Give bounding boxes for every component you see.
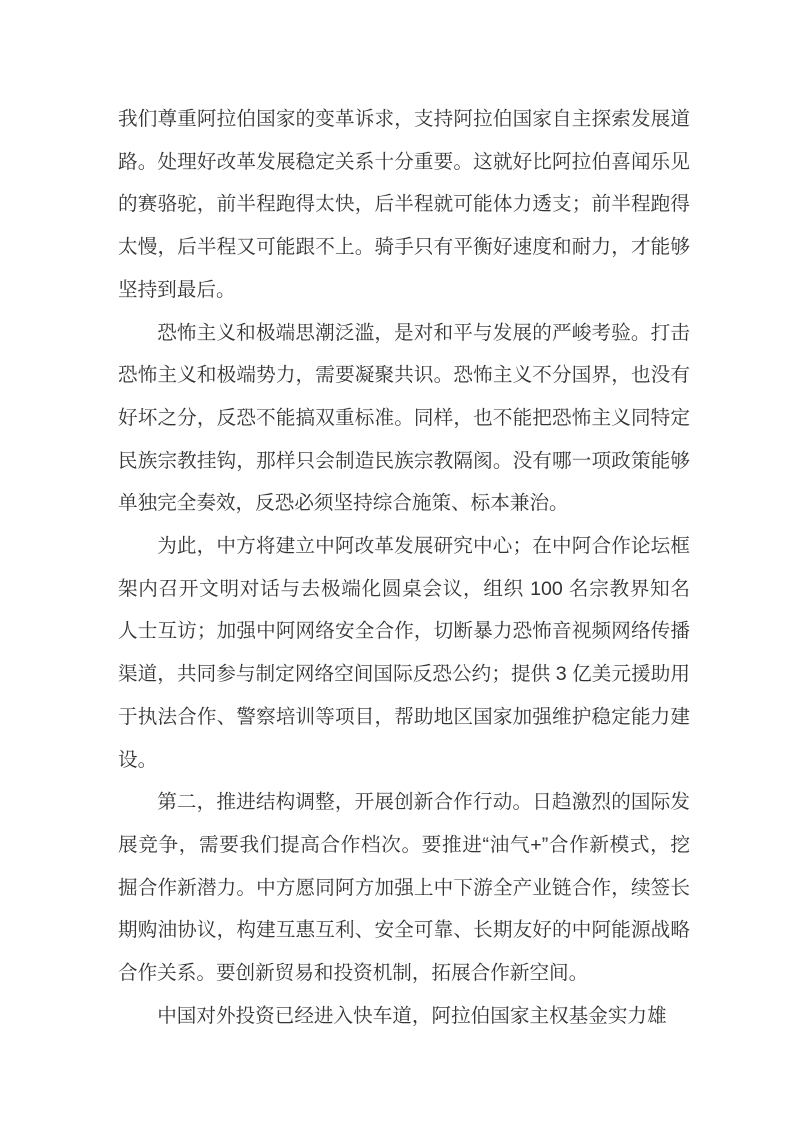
paragraph-structural-adjustment: 第二，推进结构调整，开展创新合作行动。日趋激烈的国际发展竞争，需要我们提高合作档次。要推进“油气+”合作新模式，挖掘合作新潜力。中方愿同阿方加强上中下游全产业链合作，续签长期购油协议，构建互惠互利、安全可靠、长期友好的中阿能源战略合作关系。要创新贸易和投资机制，拓展合作新空间。 <box>118 791 690 985</box>
paragraph-terrorism: 恐怖主义和极端思潮泛滥，是对和平与发展的严峻考验。打击恐怖主义和极端势力，需要凝聚共识。恐怖主义不分国界，也没有好坏之分，反恐不能搞双重标准。同样，也不能把恐怖主义同特定民族宗教挂钩，那样只会制造民族宗教隔阂。没有哪一项政策能够单独完全奏效，反恐必须坚持综合施策、标本兼治。 <box>118 321 690 515</box>
document-text-block <box>118 98 690 1037</box>
paragraph-investment: 中国对外投资已经进入快车道，阿拉伯国家主权基金实力雄 <box>157 1004 667 1027</box>
paragraph-camel-race: 我们尊重阿拉伯国家的变革诉求，支持阿拉伯国家自主探索发展道路。处理好改革发展稳定关系十分重要。这就好比阿拉伯喜闻乐见的赛骆驼，前半程跑得太快，后半程就可能体力透支；前半程跑得太慢，后半程又可能跟不上。骑手只有平衡好速度和耐力，才能够坚持到最后。 <box>118 108 690 301</box>
paragraph-measures: 为此，中方将建立中阿改革发展研究中心；在中阿合作论坛框架内召开文明对话与去极端化圆桌会议，组织 100 名宗教界知名人士互访；加强中阿网络安全合作，切断暴力恐怖音视频网络传播渠道，共同参与制定网络空间国际反恐公约；提供 3 亿美元援助用于执法合作、警察培训等项目，帮助地区国家加强维护稳定能力建设。 <box>118 535 690 771</box>
